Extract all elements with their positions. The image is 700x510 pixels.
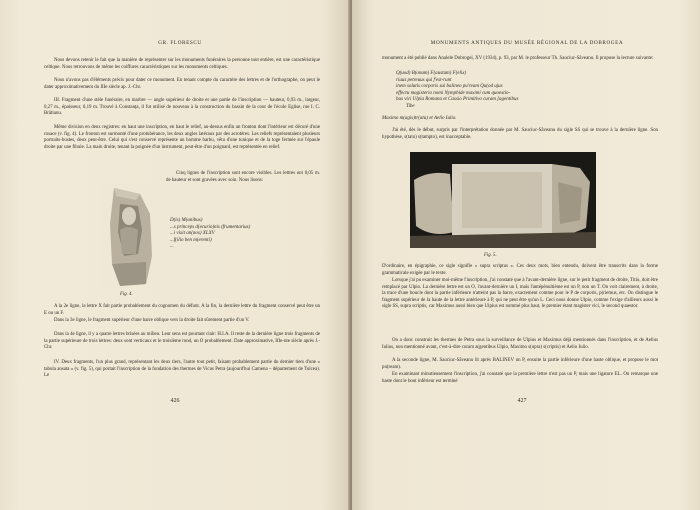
- reading-line: bus vici Ulpia Romana et Cassio Primitivo curam [agentibus: [396, 97, 519, 102]
- inscription-reading: [170, 218, 320, 251]
- right-fig-caption: Fig. 5.: [484, 253, 497, 258]
- left-page-number: 426: [170, 398, 180, 404]
- left-para-iii-f: Dans la 4e ligne, il y a quatre lettres brisées au milieu. Leur sens est pourtant clair: H.I.A. Il reste de la dernière ligne trois fragments de la partie supérieure de trois lettres: deux sont verticaux et le troisième rond, un O probablement. Date approximative, IIIe-nte siècle après J.-Chr.: [44, 332, 320, 351]
- right-para-e: A la seconde ligne, M. Sauciuc-Săveanu lit après BALINEV un P, ensuite la partie inférieure d'une haste oblique, et propose le mot pu(ream).: [382, 358, 658, 370]
- left-para-iii: III. Fragment d'une stèle funéraire, en marbre — angle supérieur de droite et une partie de l'inscription — hauteur, 0,93 m., largeur, 0,27 m., épaisseur, 0,19 m. Trouvé à Constanța, il fut utilisé de nouveau à la construction du bassin de la cour de l'école Eglise, rue I. C. Brătianu.: [44, 98, 320, 117]
- right-para-c: Lorsque j'ai pu examiner moi-même l'inscription, j'ai constaté que à l'avant-dernière ligne, sur le petit fragment de droite, Titio, doit être remplacé par Ulpio. La dernière lettre est un O, l'avant-dernière un I, mais l'antépénultième est un P, non un T. On voit clairement, à droite, la trace d'une boucle dont la partie inférieure n'atteint pas la barre, exactement comme pour le P de corporis, p(riemus, etc. On distingue le fragment supérieur de la haute de la lettre antérieure à P, qui ne peut être qu'un L. Ceci nous donne Ulpio, comme l'exige d'ailleurs aussi le sigle SS, supra scriptis, car Maximus aussi bien que Ulpius est nommé plus haut, le premier étant magister vici, le second quaestor.: [382, 278, 658, 310]
- inscription-reading: [396, 71, 658, 110]
- reading-line: riuus petreuus qui f'est-runt: [396, 77, 452, 83]
- reading-end: Maximo m(agis)tr(atu) et Aelio Iulio.: [382, 116, 457, 121]
- left-para-iii-c: Cinq lignes de l'inscription sont encore visibles. Les lettres ont 0,05 m. de hauteur et sont gravées avec soin. Nous lisons:: [166, 171, 320, 183]
- right-para-d: On a donc construit les thermes de Petra sous la surveillance de Ulpius et Maximus déjà mentionnés dans l'inscription, et de Aelius Iulius, non mentionné avant, c'est-à-dire curam a(gentibus Ulpio, Maximo s(upra) s(criptis) et Aelio Iulio.: [382, 338, 658, 350]
- left-para-iii-d: A la 2e ligne, la lettre X fait partie probablement du cognomen du défunt. A la fin, la dernière lettre du fragment conservé peut être un E ou un F.: [44, 304, 320, 316]
- left-para-intro: Nous devons retenir le fait que la manière de représenter sur les monuments funéraires la personne tout entière, est une caractéristique celtique. Nous retrouvons de même les coiffures caractéristiques sur les monuments celtiques.: [44, 58, 320, 70]
- right-para-f: En examinant minutieusement l'inscription, j'ai constaté que la première lettre n'est pas un P, mais une ligature EL. On remarque une haste dont le bout inférieur est terminé: [382, 372, 658, 384]
- inscription-line: ...: [170, 244, 174, 249]
- left-fig-caption: Fig. 4.: [120, 292, 133, 297]
- reading-line: inem solutis corporis sui balineo pu'ream Qu(od ujus: [396, 84, 503, 89]
- right-running-head: MONUMENTS ANTIQUES DU MUSÉE RÉGIONAL DE LA DOBROGEA: [430, 40, 624, 46]
- stele-fragment-photo: [100, 184, 158, 288]
- inscription-line: ...s princeps d(ecurio)nis (frumentarius): [170, 224, 251, 230]
- left-para-intro2: Nous n'avons pas d'éléments précis pour dater ce monument. En tenant compte du caractère des lettres et de l'orthographe, on peut le dater approximativement du IIIe siècle ap. J.-Chr.: [44, 78, 320, 90]
- right-para-a: J'ai été, dès le début, surpris par l'interprétation donnée par M. Sauciuc-Săveanu du sigle SS qui se trouve à la dernière ligne. Son hypothèse, s(tatu) s(tampto), est inacceptable.: [382, 128, 658, 140]
- right-page-number: 427: [517, 398, 527, 404]
- left-running-head: GR. FLORESCU: [158, 40, 202, 46]
- inscription-line: ...i vixit an(nos) XLXV: [170, 231, 215, 236]
- reading-line: Q(uod) B(onum) F(austum) F(elix): [396, 71, 467, 76]
- left-para-iii-b: Même division en deux registres: en haut une inscription, en haut le relief, au-dessus enfin un fronton dont l'intérieur est décoré d'une rosace (v. fig. 4). Le fronton est surmonté d'une protubérance, les deux angles latéraux par des acrotères. Les reliefs représentaient plusieurs portraits-bustes, deux peut-être. Celui qui s'est conservé représente un homme barbu, vêtu d'une tunique et de la toge fermée sur l'épaule droite par une fibule. La main droite, tenant la poignée d'un instrument, peut-être d'un poignard, est représentée en relief.: [44, 125, 320, 150]
- left-para-iii-e: Dans la 3e ligne, le fragment supérieur d'une barre oblique vers la droite fait sûrement partie d'un V.: [54, 318, 250, 323]
- tabula-ansata-photo: [410, 152, 596, 248]
- inscription-line: D(is) M(anibus): [170, 218, 203, 223]
- left-para-iv: IV. Deux fragments, l'un plus grand, représentant les deux tiers, l'autre tout petit, faisant probablement partie du dernier tiers d'une « tabula ansata » (v. fig. 5), qui portait l'inscription de la fondation des thermes de Vicus Petra (aujourd'hui Camena – département de Tulcea). Le: [44, 360, 320, 379]
- right-para-top: monument a été publié dans Analele Dobrogei, XV (1934), p. 93, par M. le professeur Th. Sauciuc-Săveanu. Il propose la lecture suivante:: [382, 56, 654, 61]
- reading-line: effectu magisterio nomi Nymphide maximi cum quoestio-: [396, 90, 511, 96]
- right-page: [352, 0, 700, 510]
- reading-line: Tibe: [406, 103, 415, 109]
- right-para-b: D'ordinaire, en épigraphie, ce sigle signifie « supra scriptus ». Ces deux mots, bien entendu, doivent être transcrits dans la forme grammaticale exigée par le texte.: [382, 264, 658, 276]
- inscription-line: ...f(ilio ben m(erenti): [170, 237, 212, 243]
